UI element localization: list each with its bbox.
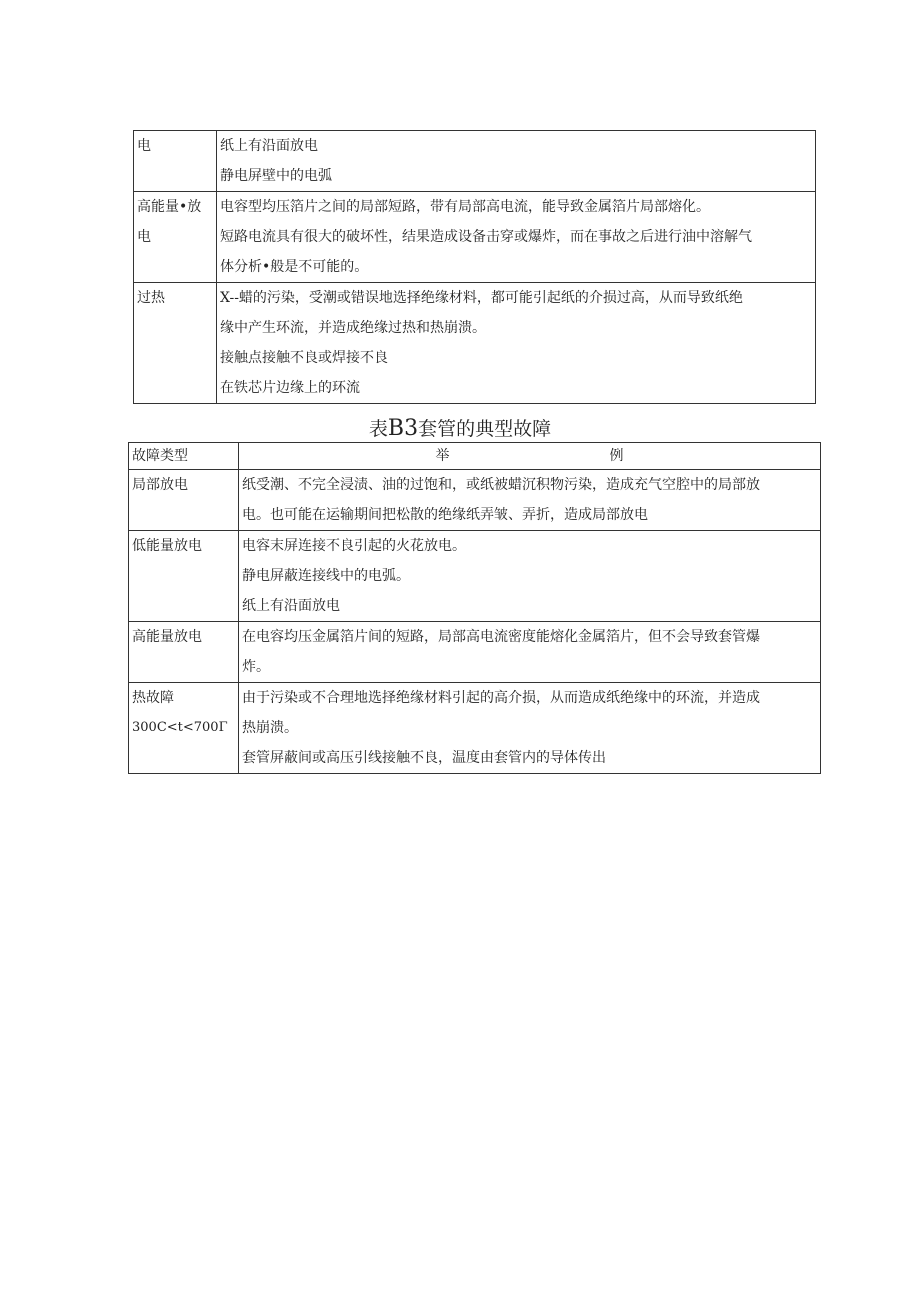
caption-title: 套管的典型故障 [418, 418, 552, 440]
fault-type: 过热 [137, 290, 165, 306]
fault-type-cell [129, 622, 239, 683]
header-example-char-2: 例 [609, 448, 624, 464]
fault-type: 高能量放电 [132, 629, 202, 645]
fault-type-cell [134, 283, 217, 404]
header-example-char-1: 举 [435, 448, 450, 464]
header-fault-type [129, 443, 239, 470]
table-row [134, 283, 816, 404]
caption-prefix: 表 [368, 418, 388, 440]
table-row [129, 683, 821, 774]
table-row [134, 131, 816, 192]
fault-type-cell [129, 470, 239, 531]
table-row [129, 531, 821, 622]
example-line: 炸。 [242, 659, 270, 675]
fault-type: 热故障 [132, 690, 174, 706]
fault-type: 低能量放电 [132, 538, 202, 554]
example-line: 接触点接触不良或焊接不良 [220, 350, 388, 366]
example-line: 缘中产生环流，并造成绝缘过热和热崩溃。 [220, 320, 486, 336]
example-cell [239, 683, 821, 774]
fault-type: 电 [137, 229, 151, 245]
example-line: 热崩溃。 [242, 720, 298, 736]
example-line: 静电屏壁中的电弧 [220, 168, 332, 184]
example-line: 体分析•般是不可能的。 [220, 259, 369, 275]
example-cell [239, 622, 821, 683]
temperature-range: 300C<t<700Γ [132, 720, 228, 735]
fault-type-cell [134, 192, 217, 283]
fault-type: 电 [137, 138, 151, 154]
example-line: 纸受潮、不完全浸渍、油的过饱和，或纸被蜡沉积物污染，造成充气空腔中的局部放 [242, 477, 760, 493]
example-line: 纸上有沿面放电 [242, 598, 340, 614]
example-line: 电。也可能在运输期间把松散的绝缘纸弄皱、弄折，造成局部放电 [242, 507, 648, 523]
example-line: X--蜡的污染，受潮或错误地选择绝缘材料，都可能引起纸的介损过高，从而导致纸绝 [220, 290, 743, 306]
fault-type-cell [134, 131, 217, 192]
header-fault-type-label: 故障类型 [132, 448, 188, 464]
example-line: 在铁芯片边缘上的环流 [220, 380, 360, 396]
example-cell [239, 470, 821, 531]
example-line: 在电容均压金属箔片间的短路，局部高电流密度能熔化金属箔片，但不会导致套管爆 [242, 629, 760, 645]
example-cell [217, 192, 816, 283]
table-transformer-faults [133, 130, 816, 404]
caption-code: B3 [387, 416, 419, 441]
example-line: 短路电流具有很大的破坏性，结果造成设备击穿或爆炸，而在事故之后进行油中溶解气 [220, 229, 752, 245]
example-line: 电容末屏连接不良引起的火花放电。 [242, 538, 466, 554]
table-bushing-faults [128, 442, 821, 774]
fault-type: 高能量•放 [137, 199, 202, 215]
table-caption [0, 414, 920, 444]
fault-type: 局部放电 [132, 477, 188, 493]
header-example [239, 443, 821, 470]
table-header-row [129, 443, 821, 470]
example-line: 静电屏蔽连接线中的电弧。 [242, 568, 410, 584]
example-line: 由于污染或不合理地选择绝缘材料引起的高介损，从而造成纸绝缘中的环流，并造成 [242, 690, 760, 706]
example-cell [217, 131, 816, 192]
fault-type-cell [129, 531, 239, 622]
example-line: 纸上有沿面放电 [220, 138, 318, 154]
example-line: 套管屏蔽间或高压引线接触不良，温度由套管内的导体传出 [242, 750, 606, 766]
example-cell [217, 283, 816, 404]
table-row [129, 470, 821, 531]
example-cell [239, 531, 821, 622]
fault-type-cell [129, 683, 239, 774]
example-line: 电容型均压箔片之间的局部短路，带有局部高电流，能导致金属箔片局部熔化。 [220, 199, 710, 215]
table-row [129, 622, 821, 683]
table-row [134, 192, 816, 283]
